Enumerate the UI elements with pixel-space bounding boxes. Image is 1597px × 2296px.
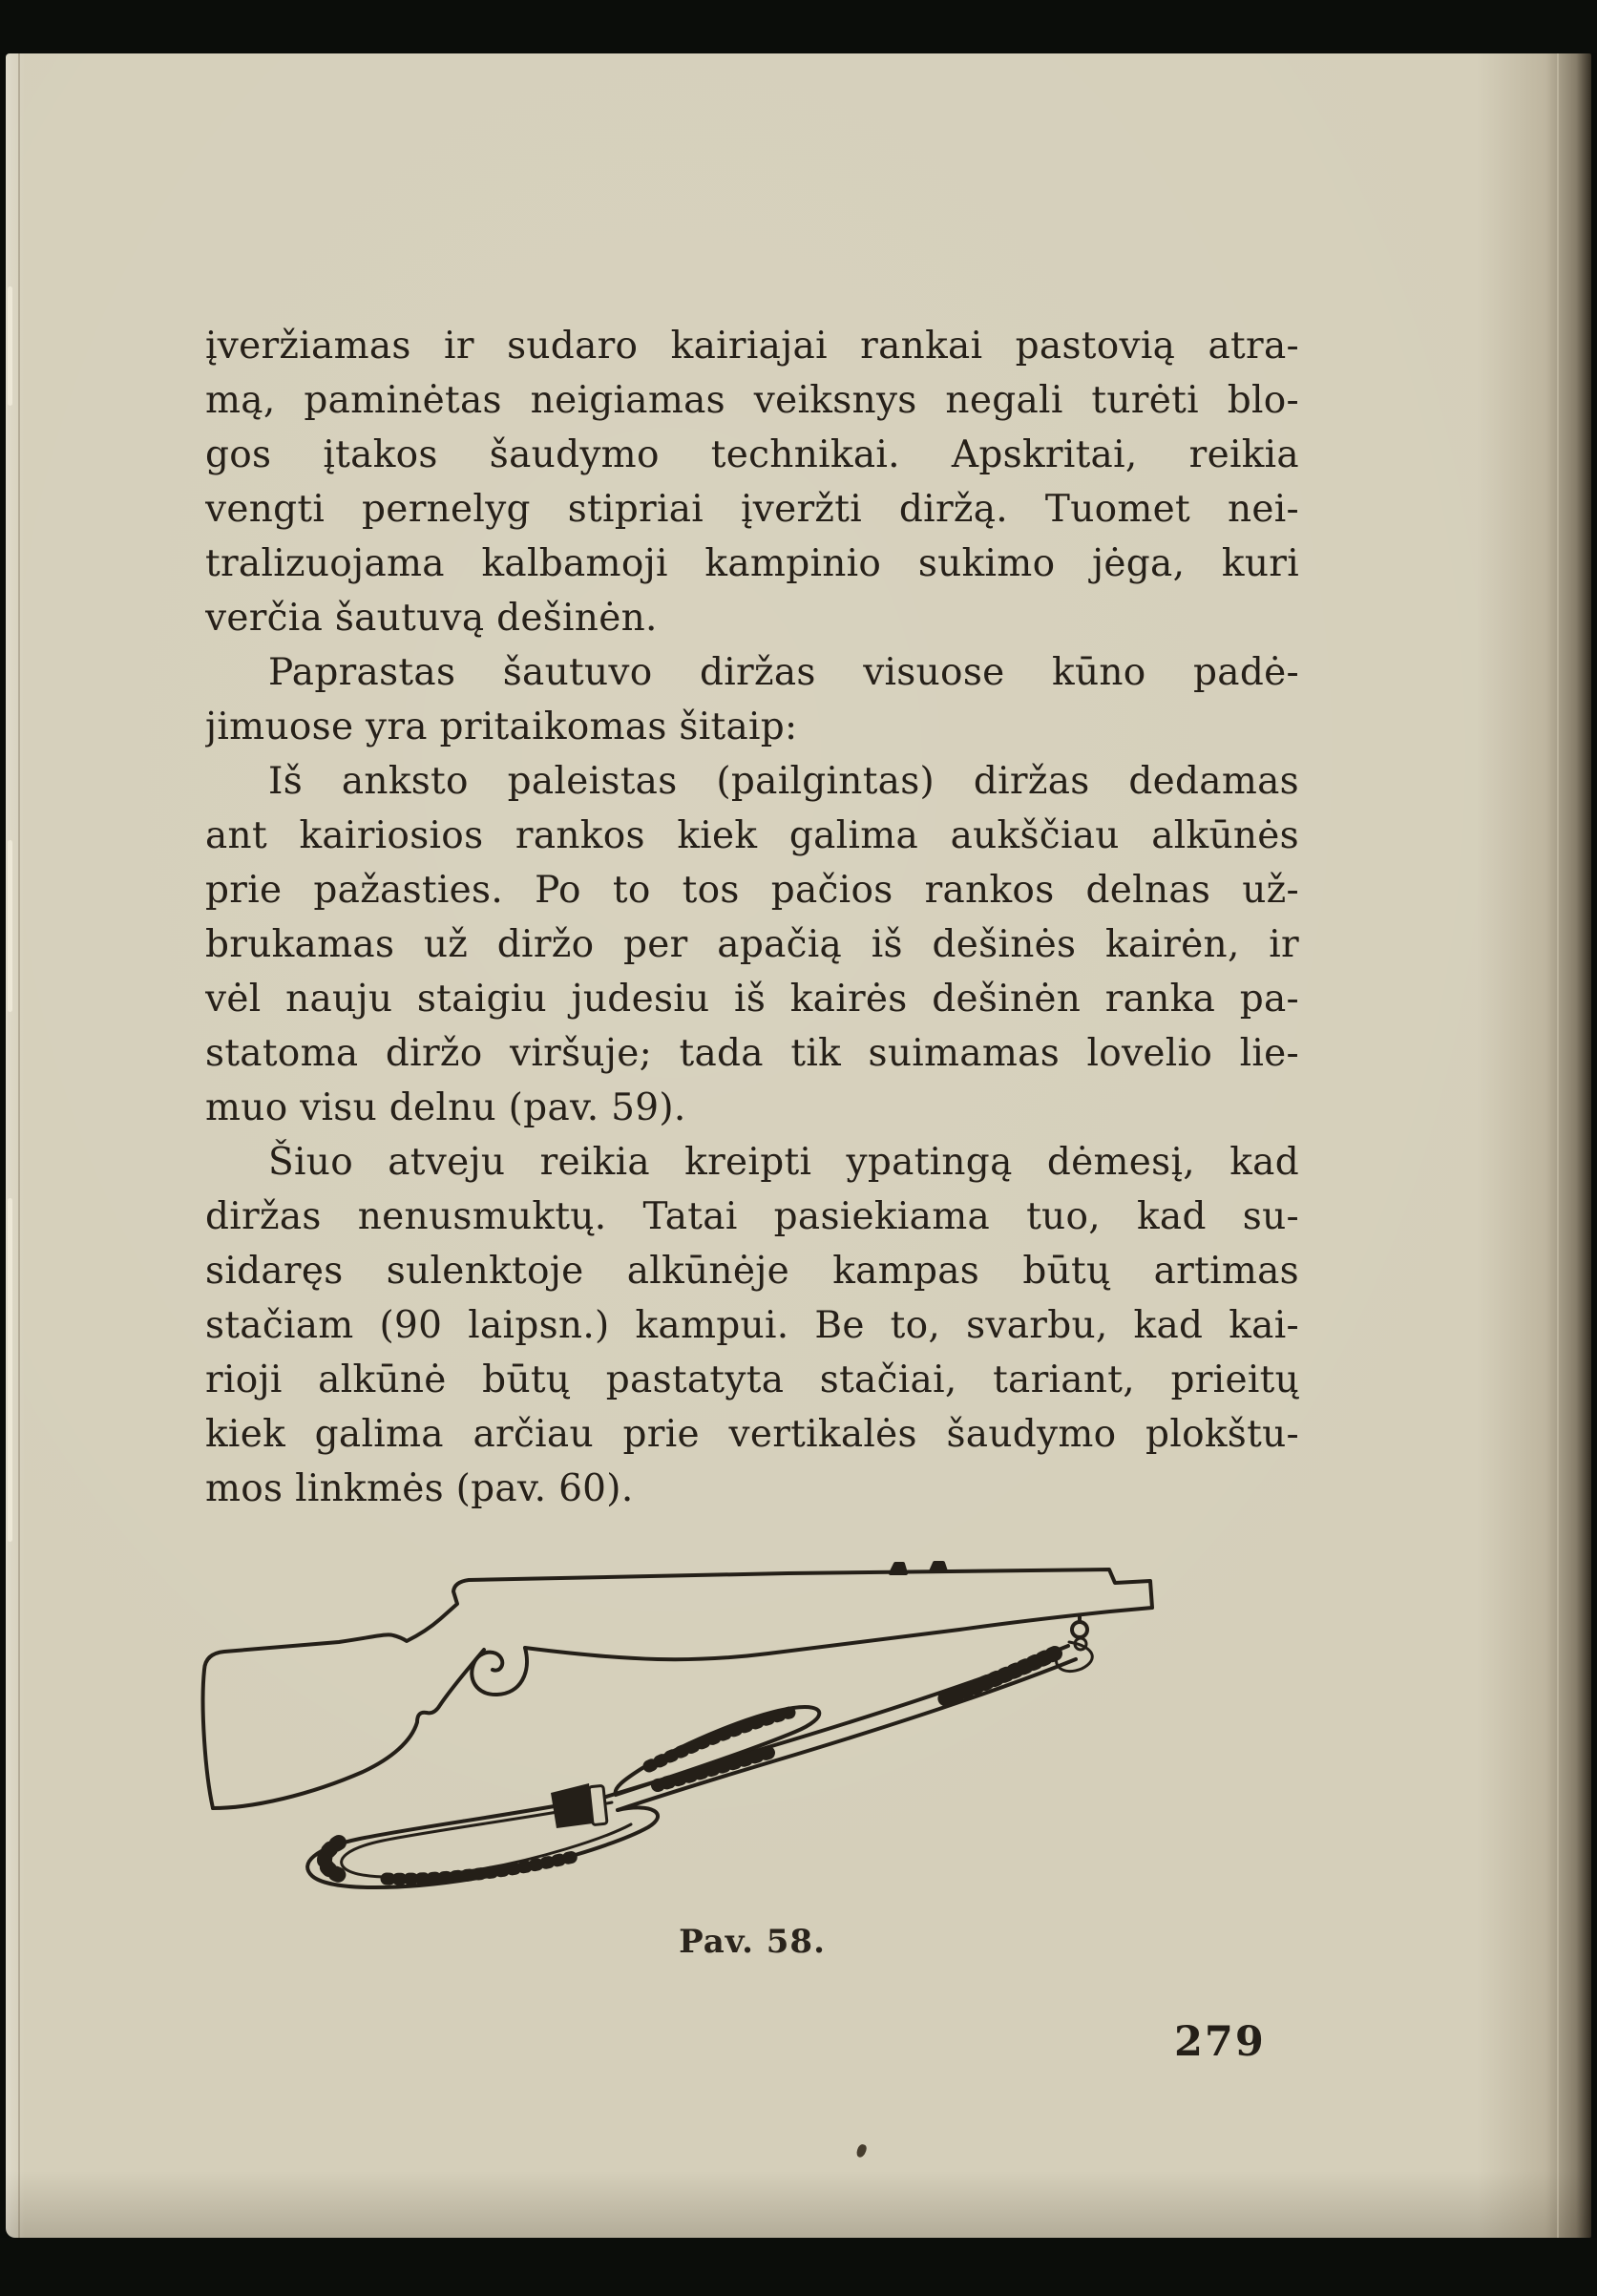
sling-swivel-ring [1072,1622,1087,1637]
buckle-keeper [589,1785,607,1824]
text-line: Iš anksto paleistas (pailgintas) diržas dedamas [268,760,1299,803]
text-line: muo visu delnu (pav. 59). [205,1086,686,1129]
text-line: verčia šautuvą dešinėn. [205,597,658,640]
trigger-guard [472,1648,527,1695]
page-edge-highlight [8,286,12,406]
text-line: rioji alkūnė būtų pastatyta stačiai, tariant, prieitų [205,1359,1299,1401]
text-line: tralizuojama kalbamoji kampinio sukimo jėga, kuri [205,542,1299,585]
page-edge-highlight [8,1198,12,1542]
text-line: brukamas už diržo per apačią iš dešinės kairėn, ir [205,923,1299,966]
text-line: ant kairiosios rankos kiek galima aukščiau alkūnės [205,814,1299,857]
figure-rifle-sling [196,1554,1188,1917]
scan-bottom-band [0,2238,1597,2296]
text-line: Paprastas šautuvo diržas visuose kūno padė- [268,651,1299,694]
figure-caption: Pav. 58. [679,1923,826,1961]
buckle-shadow [551,1783,593,1828]
text-line: statoma diržo viršuje; tada tik suimamas lovelio lie- [205,1032,1299,1075]
text-line: vengti pernelyg stipriai įveržti diržą. Tuomet nei- [205,488,1299,531]
text-line: diržas nenusmuktų. Tatai pasiekiama tuo, kad su- [205,1195,1299,1238]
body-text [205,319,1299,1516]
stock-belly [213,1650,484,1808]
ink-speck [855,2143,868,2159]
text-line: kiek galima arčiau prie vertikalės šaudymo plokštu- [205,1413,1299,1456]
rifle-outline [203,1569,1152,1808]
scan-top-band [0,0,1597,53]
text-line: gos įtakos šaudymo technikai. Apskritai, reikia [205,433,1299,476]
page-right-edge-line [1557,53,1559,2238]
text-line: sidaręs sulenktoje alkūnėje kampas būtų artimas [205,1250,1299,1293]
sling-hatching [325,1654,1055,1879]
text-line: jimuose yra pritaikomas šitaip: [205,706,798,748]
text-line: vėl nauju staigiu judesiu iš kairės dešinėn ranka pa- [205,978,1299,1021]
text-line: mą, paminėtas neigiamas veiksnys negali turėti blo- [205,379,1299,422]
text-line: įveržiamas ir sudaro kairiajai rankai pastovią atra- [205,325,1299,368]
page-number: 279 [1174,2018,1266,2066]
text-line: mos linkmės (pav. 60). [205,1467,634,1510]
rifle-sling-illustration [196,1554,1188,1917]
sling-loop-right [616,1707,820,1795]
page-edge-highlight [8,840,12,1012]
text-line: prie pažasties. Po to tos pačios rankos delnas už- [205,869,1299,912]
book-page [6,53,1591,2238]
text-line: Šiuo atveju reikia kreipti ypatingą dėmesį, kad [268,1141,1299,1184]
text-line: stačiam (90 laipsn.) kampui. Be to, svarbu, kad kai- [205,1304,1299,1347]
page-left-crease [18,53,20,2238]
